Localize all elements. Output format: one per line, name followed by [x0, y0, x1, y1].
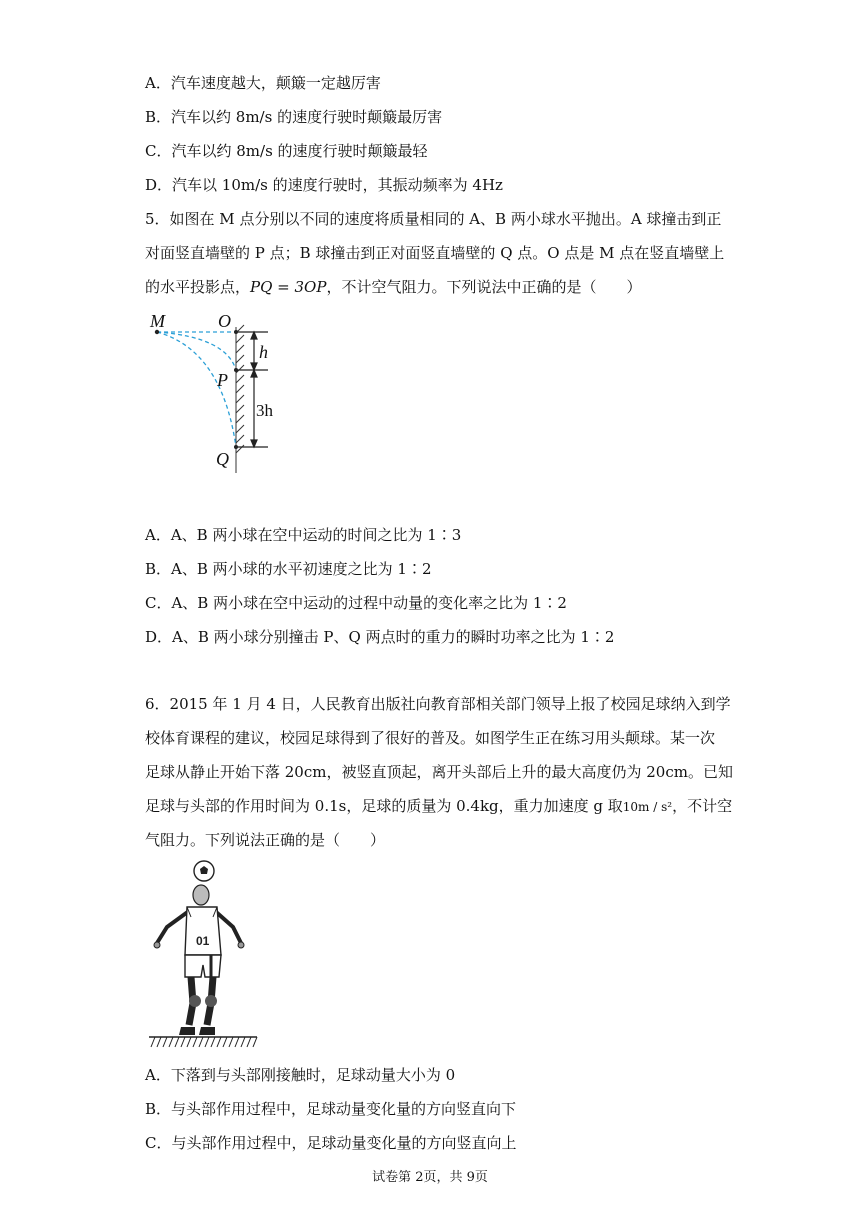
q4-option-a: A．汽车速度越大，颠簸一定越厉害: [145, 74, 381, 92]
q6-stem-line1: 6．2015 年 1 月 4 日，人民教育出版社向教育部相关部门领导上报了校园足球纳入到学: [145, 695, 731, 713]
q5-stem-line3: 的水平投影点，PQ = 3OP，不计空气阻力。下列说法中正确的是（ ）: [145, 278, 642, 296]
q4-option-c: C．汽车以约 8m/s 的速度行驶时颠簸最轻: [145, 142, 428, 160]
label-h: h: [259, 342, 268, 362]
q6-gravity-value: 10m / s²: [622, 800, 673, 814]
q5-option-b: B．A、B 两小球的水平初速度之比为 1∶2: [145, 560, 432, 578]
q5-formula: PQ = 3OP: [250, 278, 327, 296]
q6-stem-line3: 足球从静止开始下落 20cm，被竖直顶起，离开头部后上升的最大高度仍为 20cm。已知: [145, 763, 733, 781]
q6-stem-line5: 气阻力。下列说法正确的是（ ）: [145, 831, 386, 849]
q5-option-a: A．A、B 两小球在空中运动的时间之比为 1∶3: [145, 526, 462, 544]
shirt-number: 01: [196, 934, 210, 948]
q6-option-a: A．下落到与头部刚接触时，足球动量大小为 0: [145, 1066, 456, 1084]
q4-option-d: D．汽车以 10m/s 的速度行驶时，其振动频率为 4Hz: [145, 176, 503, 194]
q5-option-d: D．A、B 两小球分别撞击 P、Q 两点时的重力的瞬时功率之比为 1∶2: [145, 628, 615, 646]
q6-option-b: B．与头部作用过程中，足球动量变化量的方向竖直向下: [145, 1100, 517, 1118]
label-P: P: [217, 370, 228, 390]
q5-option-c: C．A、B 两小球在空中运动的过程中动量的变化率之比为 1∶2: [145, 594, 567, 612]
q6-student-figure: [145, 855, 260, 1055]
label-O: O: [218, 311, 231, 331]
q5-stem-line2: 对面竖直墙壁的 P 点；B 球撞击到正对面竖直墙壁的 Q 点。O 点是 M 点在竖直墙壁上: [145, 244, 725, 262]
q6-stem-line2: 校体育课程的建议，校园足球得到了很好的普及。如图学生正在练习用头颠球。某一次: [145, 729, 716, 747]
q5-stem-line1: 5．如图在 M 点分别以不同的速度将质量相同的 A、B 两小球水平抛出。A 球撞击到正: [145, 210, 722, 228]
q4-option-b: B．汽车以约 8m/s 的速度行驶时颠簸最厉害: [145, 108, 443, 126]
q6-option-c: C．与头部作用过程中，足球动量变化量的方向竖直向上: [145, 1134, 517, 1152]
label-3h: 3h: [256, 401, 273, 420]
q6-stem-line4: 足球与头部的作用时间为 0.1s，足球的质量为 0.4kg，重力加速度 g 取10m / s²，不计空: [145, 797, 733, 815]
q5-projectile-figure: [140, 305, 290, 480]
page-footer: 试卷第 2页，共 9页: [372, 1170, 488, 1185]
label-Q: Q: [216, 449, 229, 469]
label-M: M: [150, 311, 165, 331]
